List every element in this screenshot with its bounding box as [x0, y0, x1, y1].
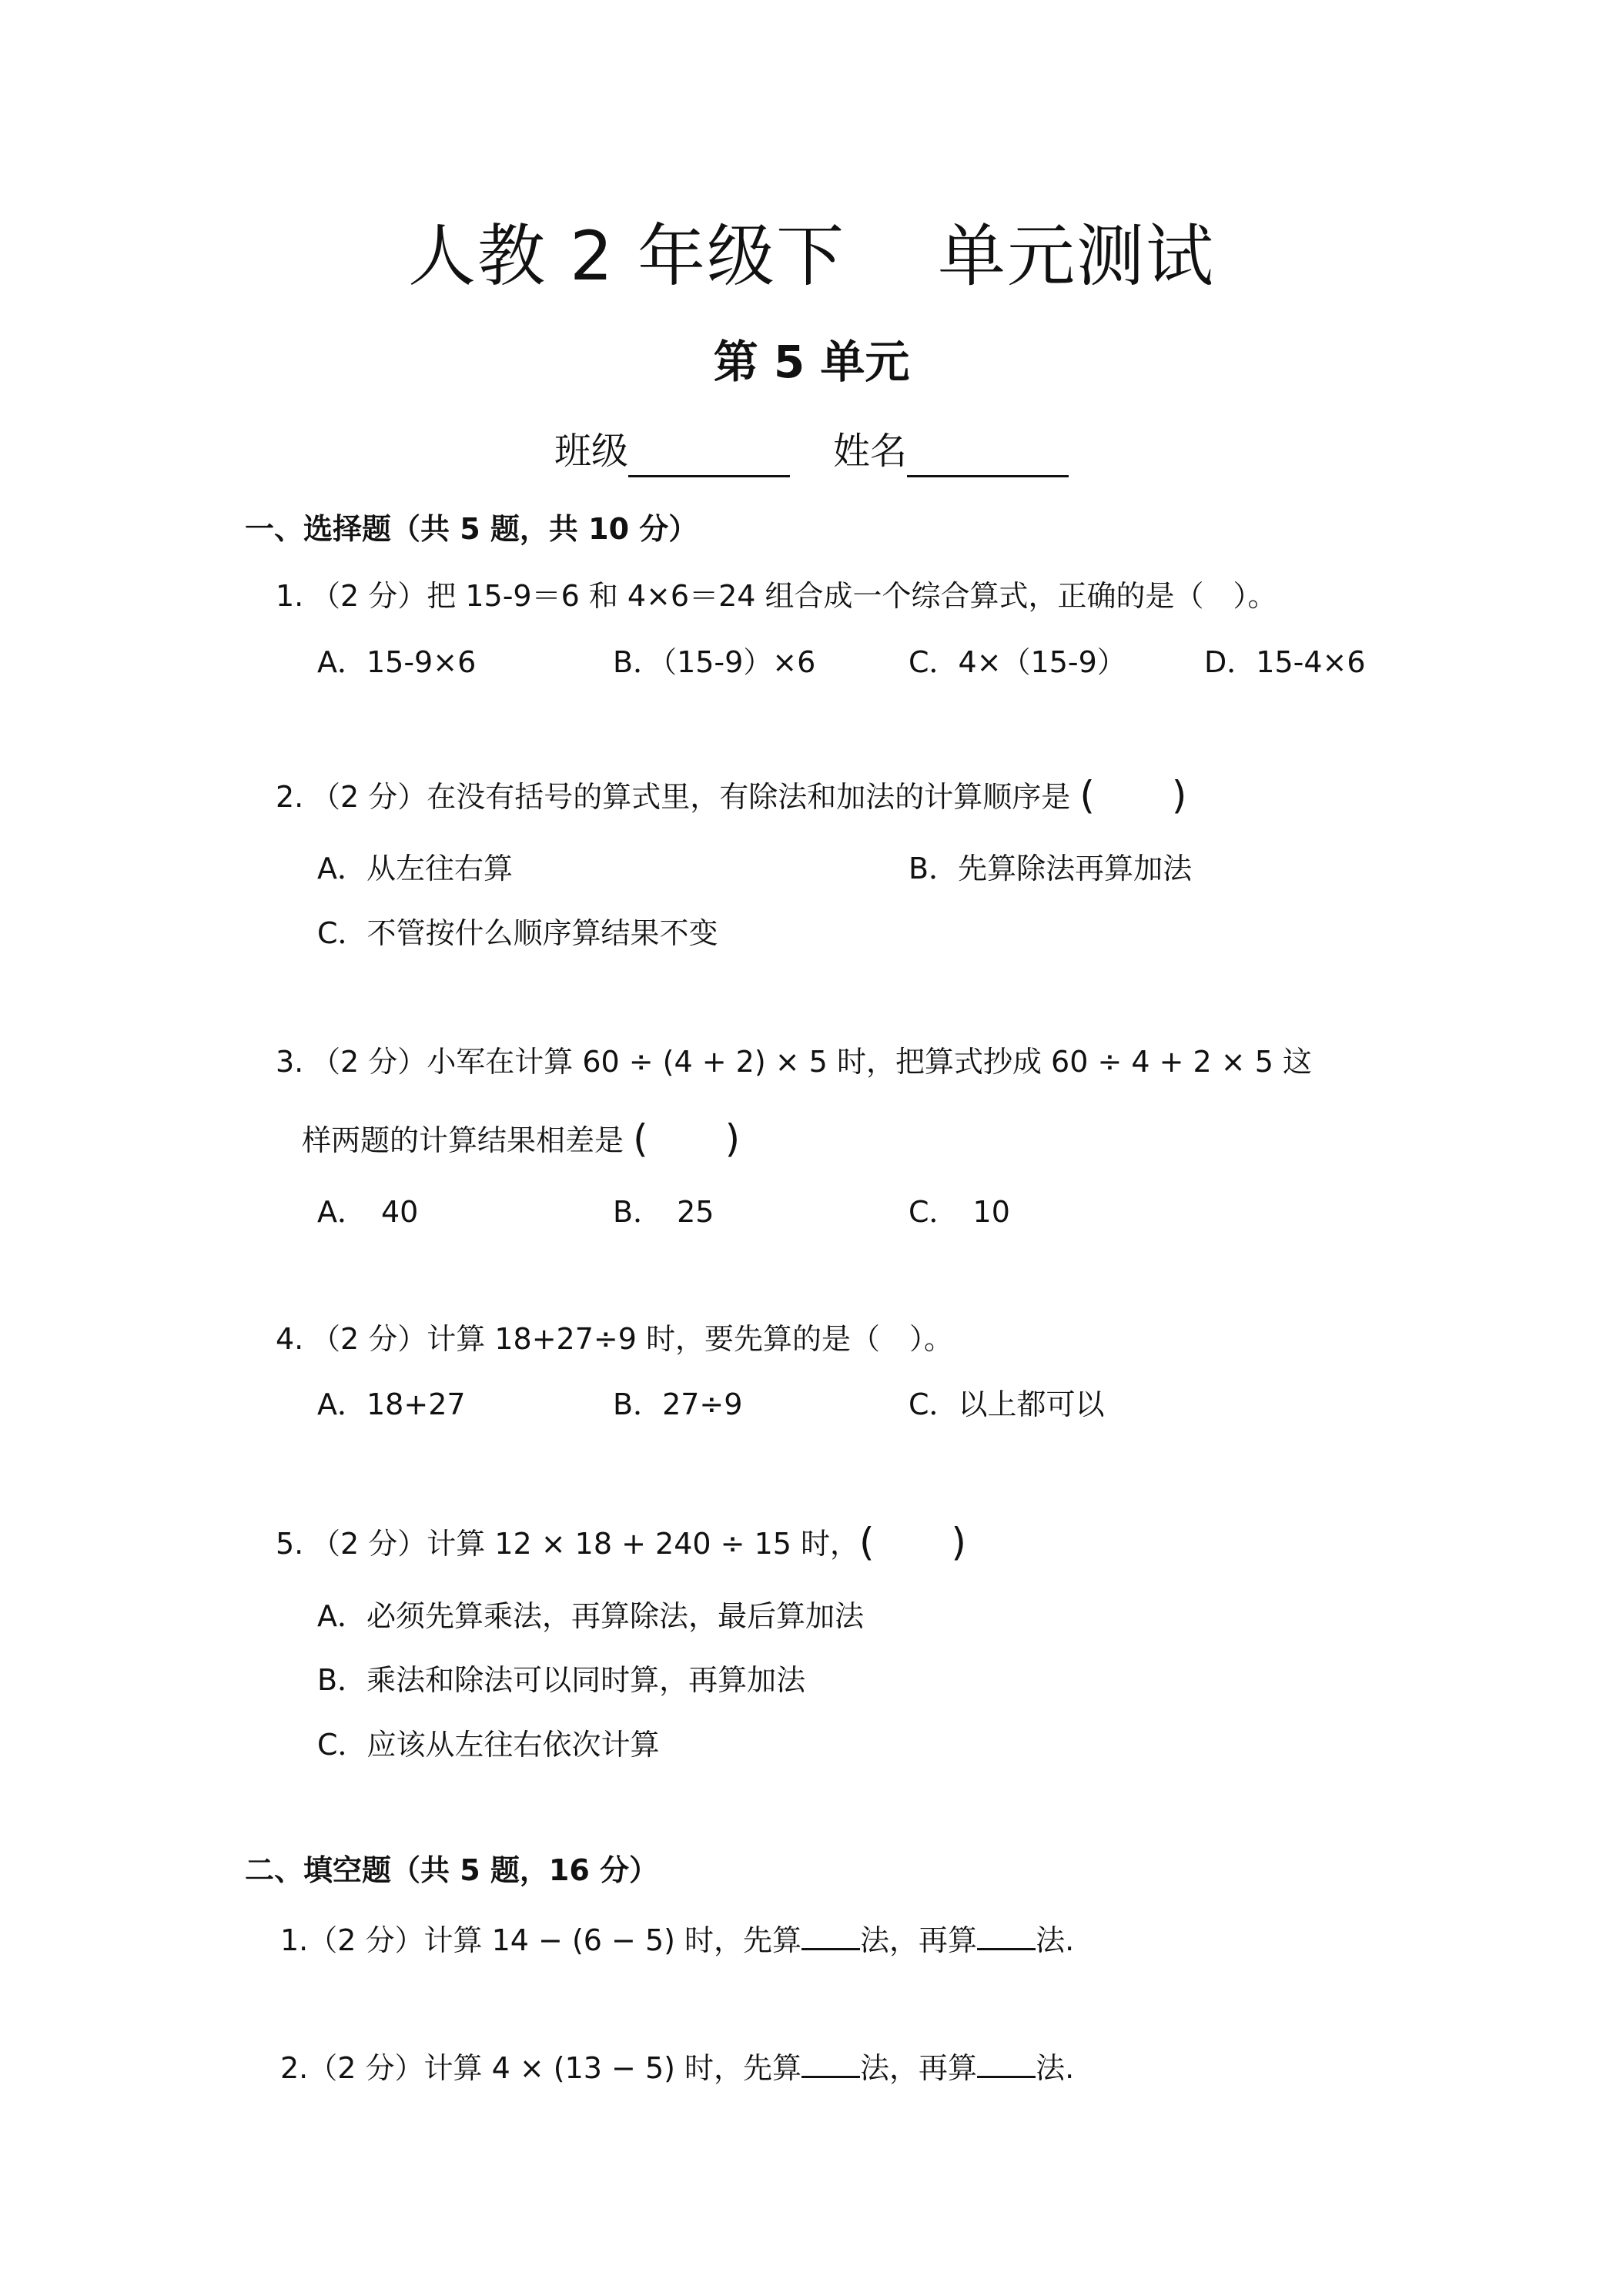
question-number: 4. — [276, 1322, 304, 1356]
question-text: （2 分）计算 14 − (6 − 5) 时，先算 — [308, 1923, 802, 1957]
q5-option-c[interactable]: C．应该从左往右依次计算 — [317, 1728, 660, 1762]
section2-heading: 二、填空题（共 5 题，16 分） — [245, 1853, 659, 1887]
question-3-line2 — [302, 1118, 740, 1161]
question-number: 2. — [280, 2051, 309, 2085]
q1-option-d[interactable]: D．15-4×6 — [1204, 645, 1366, 679]
question-text: （2 分）小军在计算 60 ÷ (4 + 2) × 5 时，把算式抄成 60 ÷ 4 + 2 × 5 这 — [311, 1045, 1312, 1079]
q1-option-c[interactable]: C．4×（15-9） — [909, 645, 1126, 679]
q3-option-c[interactable]: C． 10 — [909, 1195, 1010, 1229]
answer-blank[interactable] — [977, 2045, 1036, 2078]
question-1 — [276, 575, 1277, 617]
class-blank[interactable] — [628, 435, 790, 477]
answer-blank[interactable] — [801, 2045, 860, 2078]
fill-question-2 — [280, 2045, 1074, 2089]
q4-option-b[interactable]: B．27÷9 — [613, 1387, 743, 1421]
question-text: 法. — [1036, 2051, 1075, 2085]
question-text-cont: 样两题的计算结果相差是 — [302, 1123, 624, 1157]
question-text: 法，再算 — [860, 2051, 978, 2085]
question-number: 1. — [276, 579, 304, 613]
question-text: （2 分）计算 18+27÷9 时，要先算的是（ ）。 — [311, 1322, 953, 1356]
question-text: （2 分）在没有括号的算式里，有除法和加法的计算顺序是 — [311, 780, 1071, 814]
q5-option-b[interactable]: B．乘法和除法可以同时算，再算加法 — [317, 1663, 806, 1697]
q1-option-a[interactable]: A．15-9×6 — [317, 645, 477, 679]
answer-paren[interactable]: ( ) — [1079, 773, 1187, 818]
q5-option-a[interactable]: A．必须先算乘法，再算除法，最后算加法 — [317, 1599, 864, 1633]
q2-option-a[interactable]: A．从左往右算 — [317, 852, 513, 885]
answer-blank[interactable] — [977, 1917, 1036, 1950]
q2-option-b[interactable]: B．先算除法再算加法 — [909, 852, 1193, 885]
title-right: 单元测试 — [937, 216, 1215, 296]
question-2 — [276, 775, 1186, 818]
q4-option-c[interactable]: C．以上都可以 — [909, 1387, 1105, 1421]
q2-option-c[interactable]: C．不管按什么顺序算结果不变 — [317, 916, 718, 950]
name-label: 姓名 — [833, 430, 908, 473]
question-3 — [276, 1041, 1312, 1083]
question-number: 3. — [276, 1045, 304, 1079]
q1-option-b[interactable]: B．（15-9）×6 — [613, 645, 816, 679]
class-label: 班级 — [554, 430, 628, 473]
question-number: 5. — [276, 1527, 304, 1561]
answer-paren[interactable]: ( ) — [633, 1116, 741, 1161]
q4-option-a[interactable]: A．18+27 — [317, 1387, 466, 1421]
question-text: 法. — [1036, 1923, 1075, 1957]
name-blank[interactable] — [907, 435, 1069, 477]
answer-blank[interactable] — [801, 1917, 860, 1950]
fill-question-1 — [280, 1917, 1074, 1961]
question-number: 1. — [280, 1923, 309, 1957]
title-left: 人教 2 年级下 — [408, 216, 845, 296]
q3-option-b[interactable]: B． 25 — [613, 1195, 714, 1229]
question-text: （2 分）计算 4 × (13 − 5) 时，先算 — [308, 2051, 802, 2085]
unit-title: 第 5 单元 — [713, 336, 910, 388]
question-4 — [276, 1318, 953, 1360]
question-text: 法，再算 — [860, 1923, 978, 1957]
answer-paren[interactable]: ( ) — [859, 1520, 967, 1565]
question-text: （2 分）计算 12 × 18 + 240 ÷ 15 时， — [311, 1527, 859, 1561]
q3-option-a[interactable]: A． 40 — [317, 1195, 419, 1229]
question-number: 2. — [276, 780, 304, 814]
section1-heading: 一、选择题（共 5 题，共 10 分） — [245, 512, 698, 546]
page-title — [0, 214, 1623, 299]
question-5 — [276, 1521, 966, 1565]
student-info — [0, 425, 1623, 477]
question-text: （2 分）把 15-9＝6 和 4×6＝24 组合成一个综合算式，正确的是（ ）。 — [311, 579, 1277, 613]
